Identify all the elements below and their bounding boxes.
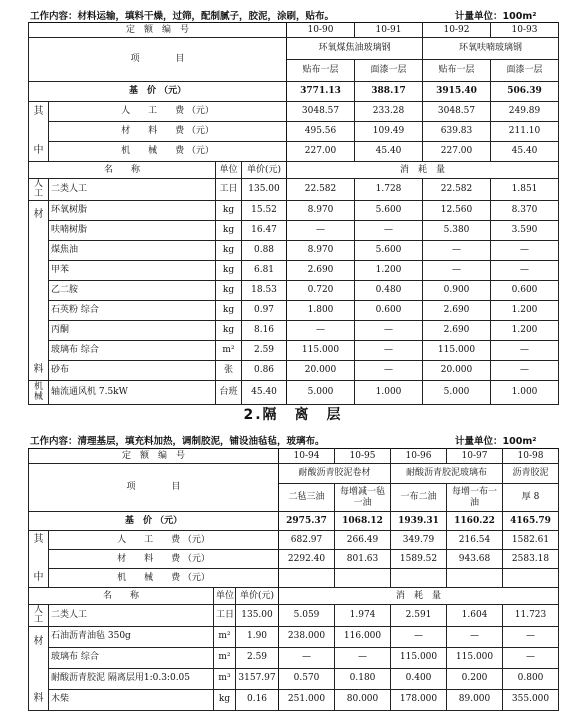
- work-content-1: 工作内容：材料运输，填料干燥，过筛，配制腻子，胶泥，涂刷，贴布。: [30, 11, 335, 22]
- resource-name: 呋喃树脂: [49, 220, 216, 240]
- base-price: 1160.22: [447, 512, 503, 531]
- consumption-value: 0.900: [423, 280, 491, 300]
- resource-price: 0.86: [242, 360, 287, 380]
- consumption-value: —: [287, 320, 355, 340]
- measure-unit-1: 计量单位：100m²: [455, 11, 537, 22]
- resource-unit: kg: [216, 320, 242, 340]
- resource-name: 甲苯: [49, 260, 216, 280]
- consumption-value: 80.000: [335, 689, 391, 710]
- consumption-value: —: [391, 626, 447, 647]
- side-label-zhong: 中: [29, 142, 49, 162]
- side-blank: [29, 340, 49, 360]
- consumption-value: 0.720: [287, 280, 355, 300]
- consumption-value: 115.000: [423, 340, 491, 360]
- cost-value: 109.49: [355, 122, 423, 142]
- side-blank: [29, 320, 49, 340]
- consumption-value: 8.370: [491, 200, 559, 220]
- consumption-value: 1.800: [287, 300, 355, 320]
- cost-label: 机 械 费 （元）: [49, 142, 287, 162]
- consumption-value: 0.800: [503, 668, 559, 689]
- sub-header: 贴布一层: [287, 60, 355, 82]
- consumption-value: 0.480: [355, 280, 423, 300]
- resource-unit: 台班: [216, 380, 242, 404]
- consumption-value: 12.560: [423, 200, 491, 220]
- cost-value: 1589.52: [391, 550, 447, 569]
- cost-label: 机 械 费 （元）: [49, 569, 279, 588]
- item-label: 项 目: [29, 464, 279, 512]
- base-price: 1939.31: [391, 512, 447, 531]
- column-header-price: 单价(元): [236, 588, 279, 605]
- cost-value: 266.49: [335, 531, 391, 550]
- cost-label: 人 工 费 （元）: [49, 102, 287, 122]
- consumption-value: 20.000: [423, 360, 491, 380]
- base-price: 506.39: [491, 82, 559, 102]
- consumption-value: 20.000: [287, 360, 355, 380]
- side-label-material: 材: [29, 200, 49, 220]
- quota-code: 10-94: [279, 449, 335, 464]
- side-label-material: 材: [29, 626, 49, 647]
- resource-name: 丙酮: [49, 320, 216, 340]
- resource-price: 18.53: [242, 280, 287, 300]
- resource-name: 煤焦油: [49, 240, 216, 260]
- column-header-unit: 单位: [216, 162, 242, 179]
- cost-value: 45.40: [355, 142, 423, 162]
- base-price: 3915.40: [423, 82, 491, 102]
- consumption-value: 1.200: [491, 320, 559, 340]
- consumption-value: —: [491, 260, 559, 280]
- resource-name: 轴流通风机 7.5kW: [49, 380, 216, 404]
- base-price: 388.17: [355, 82, 423, 102]
- consumption-value: 5.059: [279, 605, 335, 627]
- item-label: 项 目: [29, 38, 287, 82]
- consumption-value: —: [491, 340, 559, 360]
- cost-value: 233.28: [355, 102, 423, 122]
- work-content-2: 工作内容：清理基层，填充料加热，调制胶泥，铺设油毡毡，玻璃布。: [30, 436, 325, 447]
- group-header: 环氧呋喃玻璃钢: [423, 38, 559, 60]
- cost-value: 227.00: [423, 142, 491, 162]
- quota-code: 10-98: [503, 449, 559, 464]
- resource-name: 二类人工: [49, 605, 214, 627]
- base-price-label: 基 价 （元）: [29, 82, 287, 102]
- resource-price: 2.59: [242, 340, 287, 360]
- consumption-value: 0.400: [391, 668, 447, 689]
- column-header-unit: 单位: [214, 588, 236, 605]
- group-header: 耐酸沥青胶泥卷材: [279, 464, 391, 484]
- quota-code: 10-97: [447, 449, 503, 464]
- sub-header: 二毡三油: [279, 484, 335, 512]
- resource-name: 耐酸沥青胶泥 隔离层用1:0.3:0.05: [49, 668, 214, 689]
- consumption-value: 22.582: [423, 179, 491, 201]
- cost-value: 45.40: [491, 142, 559, 162]
- side-label-qi: 其: [29, 531, 49, 550]
- side-blank: [29, 240, 49, 260]
- resource-unit: kg: [216, 300, 242, 320]
- quota-table-1: [28, 22, 559, 405]
- material-row: [29, 280, 559, 300]
- consumption-value: —: [287, 220, 355, 240]
- side-blank: [29, 300, 49, 320]
- resource-unit: 工日: [214, 605, 236, 627]
- base-price: 1068.12: [335, 512, 391, 531]
- consumption-value: 8.970: [287, 240, 355, 260]
- resource-price: 3157.97: [236, 668, 279, 689]
- side-label-labor: 人工: [29, 179, 49, 201]
- sub-header: 厚 8: [503, 484, 559, 512]
- side-blank: [29, 647, 49, 668]
- consumption-value: 1.851: [491, 179, 559, 201]
- column-header-consumption: 消 耗 量: [287, 162, 559, 179]
- material-row: [29, 320, 559, 340]
- cost-value: 495.56: [287, 122, 355, 142]
- side-blank: [29, 220, 49, 240]
- consumption-value: —: [355, 340, 423, 360]
- resource-unit: 工日: [216, 179, 242, 201]
- consumption-value: 238.000: [279, 626, 335, 647]
- sub-header: 面漆一层: [491, 60, 559, 82]
- quota-code: 10-90: [287, 23, 355, 38]
- resource-unit: m²: [214, 626, 236, 647]
- base-price-label: 基 价 （元）: [29, 512, 279, 531]
- consumption-value: —: [447, 626, 503, 647]
- quota-code-label: 定 额 编 号: [29, 23, 287, 38]
- consumption-value: —: [503, 626, 559, 647]
- cost-value: 943.68: [447, 550, 503, 569]
- cost-value: 249.89: [491, 102, 559, 122]
- cost-value: [335, 569, 391, 588]
- resource-unit: kg: [216, 280, 242, 300]
- consumption-value: 115.000: [391, 647, 447, 668]
- cost-value: 682.97: [279, 531, 335, 550]
- resource-unit: kg: [216, 200, 242, 220]
- consumption-value: 0.200: [447, 668, 503, 689]
- cost-value: 349.79: [391, 531, 447, 550]
- resource-price: 6.81: [242, 260, 287, 280]
- side-blank: [29, 260, 49, 280]
- side-label-material-bottom: 料: [29, 360, 49, 380]
- consumption-value: —: [491, 240, 559, 260]
- consumption-value: 1.604: [447, 605, 503, 627]
- resource-unit: 张: [216, 360, 242, 380]
- consumption-value: 3.590: [491, 220, 559, 240]
- consumption-value: 2.690: [423, 320, 491, 340]
- resource-name: 玻璃布 综合: [49, 340, 216, 360]
- resource-name: 环氧树脂: [49, 200, 216, 220]
- material-row: [29, 626, 559, 647]
- resource-price: 15.52: [242, 200, 287, 220]
- quota-code: 10-95: [335, 449, 391, 464]
- consumption-value: 2.690: [423, 300, 491, 320]
- consumption-value: 1.974: [335, 605, 391, 627]
- resource-price: 0.88: [242, 240, 287, 260]
- group-header: 环氧煤焦油玻璃钢: [287, 38, 423, 60]
- cost-value: 3048.57: [287, 102, 355, 122]
- section-title: 2.隔 离 层: [243, 407, 343, 423]
- consumption-value: 355.000: [503, 689, 559, 710]
- resource-price: 135.00: [242, 179, 287, 201]
- column-header-name: 名 称: [29, 588, 214, 605]
- consumption-value: 116.000: [335, 626, 391, 647]
- consumption-value: —: [355, 320, 423, 340]
- side-label-qi: 其: [29, 102, 49, 122]
- resource-unit: kg: [216, 220, 242, 240]
- consumption-value: 1.200: [491, 300, 559, 320]
- resource-price: 2.59: [236, 647, 279, 668]
- consumption-value: 22.582: [287, 179, 355, 201]
- resource-price: 1.90: [236, 626, 279, 647]
- consumption-value: 8.970: [287, 200, 355, 220]
- material-row: [29, 340, 559, 360]
- consumption-value: 0.600: [355, 300, 423, 320]
- material-row: [29, 647, 559, 668]
- consumption-value: 0.600: [491, 280, 559, 300]
- consumption-value: —: [355, 220, 423, 240]
- consumption-value: 251.000: [279, 689, 335, 710]
- consumption-value: 1.000: [491, 380, 559, 404]
- quota-code: 10-92: [423, 23, 491, 38]
- material-row: [29, 240, 559, 260]
- quota-table-2: [28, 448, 559, 711]
- material-row: [29, 689, 559, 710]
- consumption-value: 115.000: [447, 647, 503, 668]
- resource-price: 135.00: [236, 605, 279, 627]
- quota-code: 10-93: [491, 23, 559, 38]
- sub-header: 一布二油: [391, 484, 447, 512]
- material-row: [29, 200, 559, 220]
- material-row: [29, 260, 559, 280]
- resource-name: 玻璃布 综合: [49, 647, 214, 668]
- material-row: [29, 300, 559, 320]
- side-label-machinery: 机械: [29, 380, 49, 404]
- side-blank: [29, 668, 49, 689]
- consumption-value: —: [279, 647, 335, 668]
- resource-unit: kg: [214, 689, 236, 710]
- resource-price: 45.40: [242, 380, 287, 404]
- quota-code-label: 定 额 编 号: [29, 449, 279, 464]
- consumption-value: 5.000: [423, 380, 491, 404]
- sub-header: 贴布一层: [423, 60, 491, 82]
- consumption-value: 5.600: [355, 240, 423, 260]
- resource-unit: kg: [216, 260, 242, 280]
- consumption-value: 5.000: [287, 380, 355, 404]
- cost-value: 2292.40: [279, 550, 335, 569]
- side-blank: [29, 280, 49, 300]
- cost-value: 227.00: [287, 142, 355, 162]
- resource-unit: m²: [214, 647, 236, 668]
- consumption-value: 5.600: [355, 200, 423, 220]
- resource-price: 8.16: [242, 320, 287, 340]
- consumption-value: —: [423, 240, 491, 260]
- quota-code: 10-91: [355, 23, 423, 38]
- group-header: 耐酸沥青胶泥玻璃布: [391, 464, 503, 484]
- consumption-value: 115.000: [287, 340, 355, 360]
- side-label-labor: 人工: [29, 605, 49, 627]
- material-row: [29, 220, 559, 240]
- resource-name: 木柴: [49, 689, 214, 710]
- consumption-value: —: [335, 647, 391, 668]
- consumption-value: —: [491, 360, 559, 380]
- material-row: [29, 668, 559, 689]
- side-blank: [29, 550, 49, 569]
- cost-value: 2583.18: [503, 550, 559, 569]
- cost-value: 801.63: [335, 550, 391, 569]
- cost-value: 211.10: [491, 122, 559, 142]
- column-header-consumption: 消 耗 量: [279, 588, 559, 605]
- consumption-value: 0.570: [279, 668, 335, 689]
- resource-name: 砂布: [49, 360, 216, 380]
- cost-value: 639.83: [423, 122, 491, 142]
- column-header-price: 单价(元): [242, 162, 287, 179]
- resource-name: 二类人工: [49, 179, 216, 201]
- sub-header: 每增减一毡一油: [335, 484, 391, 512]
- resource-price: 16.47: [242, 220, 287, 240]
- resource-price: 0.97: [242, 300, 287, 320]
- consumption-value: 5.380: [423, 220, 491, 240]
- consumption-value: 1.200: [355, 260, 423, 280]
- cost-label: 材 料 费 （元）: [49, 550, 279, 569]
- side-label-material-bottom: 料: [29, 689, 49, 710]
- resource-name: 石英粉 综合: [49, 300, 216, 320]
- consumption-value: 89.000: [447, 689, 503, 710]
- consumption-value: 11.723: [503, 605, 559, 627]
- consumption-value: 1.728: [355, 179, 423, 201]
- base-price: 2975.37: [279, 512, 335, 531]
- cost-value: 3048.57: [423, 102, 491, 122]
- resource-unit: m²: [216, 340, 242, 360]
- resource-price: 0.16: [236, 689, 279, 710]
- measure-unit-2: 计量单位：100m²: [455, 436, 537, 447]
- sub-header: 面漆一层: [355, 60, 423, 82]
- resource-unit: kg: [216, 240, 242, 260]
- consumption-value: 2.591: [391, 605, 447, 627]
- consumption-value: 178.000: [391, 689, 447, 710]
- consumption-value: 1.000: [355, 380, 423, 404]
- cost-value: 216.54: [447, 531, 503, 550]
- resource-name: 乙二胺: [49, 280, 216, 300]
- cost-label: 人 工 费 （元）: [49, 531, 279, 550]
- consumption-value: —: [423, 260, 491, 280]
- base-price: 3771.13: [287, 82, 355, 102]
- cost-value: [447, 569, 503, 588]
- side-label-zhong: 中: [29, 569, 49, 588]
- cost-value: [503, 569, 559, 588]
- resource-unit: m³: [214, 668, 236, 689]
- side-blank: [29, 122, 49, 142]
- consumption-value: 2.690: [287, 260, 355, 280]
- consumption-value: —: [503, 647, 559, 668]
- cost-value: [391, 569, 447, 588]
- material-row: [29, 360, 559, 380]
- consumption-value: —: [355, 360, 423, 380]
- group-header: 沥青胶泥: [503, 464, 559, 484]
- cost-value: 1582.61: [503, 531, 559, 550]
- column-header-name: 名 称: [29, 162, 216, 179]
- sub-header: 每增一布一油: [447, 484, 503, 512]
- cost-value: [279, 569, 335, 588]
- resource-name: 石油沥青油毡 350g: [49, 626, 214, 647]
- consumption-value: 0.180: [335, 668, 391, 689]
- base-price: 4165.79: [503, 512, 559, 531]
- quota-code: 10-96: [391, 449, 447, 464]
- cost-label: 材 料 费 （元）: [49, 122, 287, 142]
